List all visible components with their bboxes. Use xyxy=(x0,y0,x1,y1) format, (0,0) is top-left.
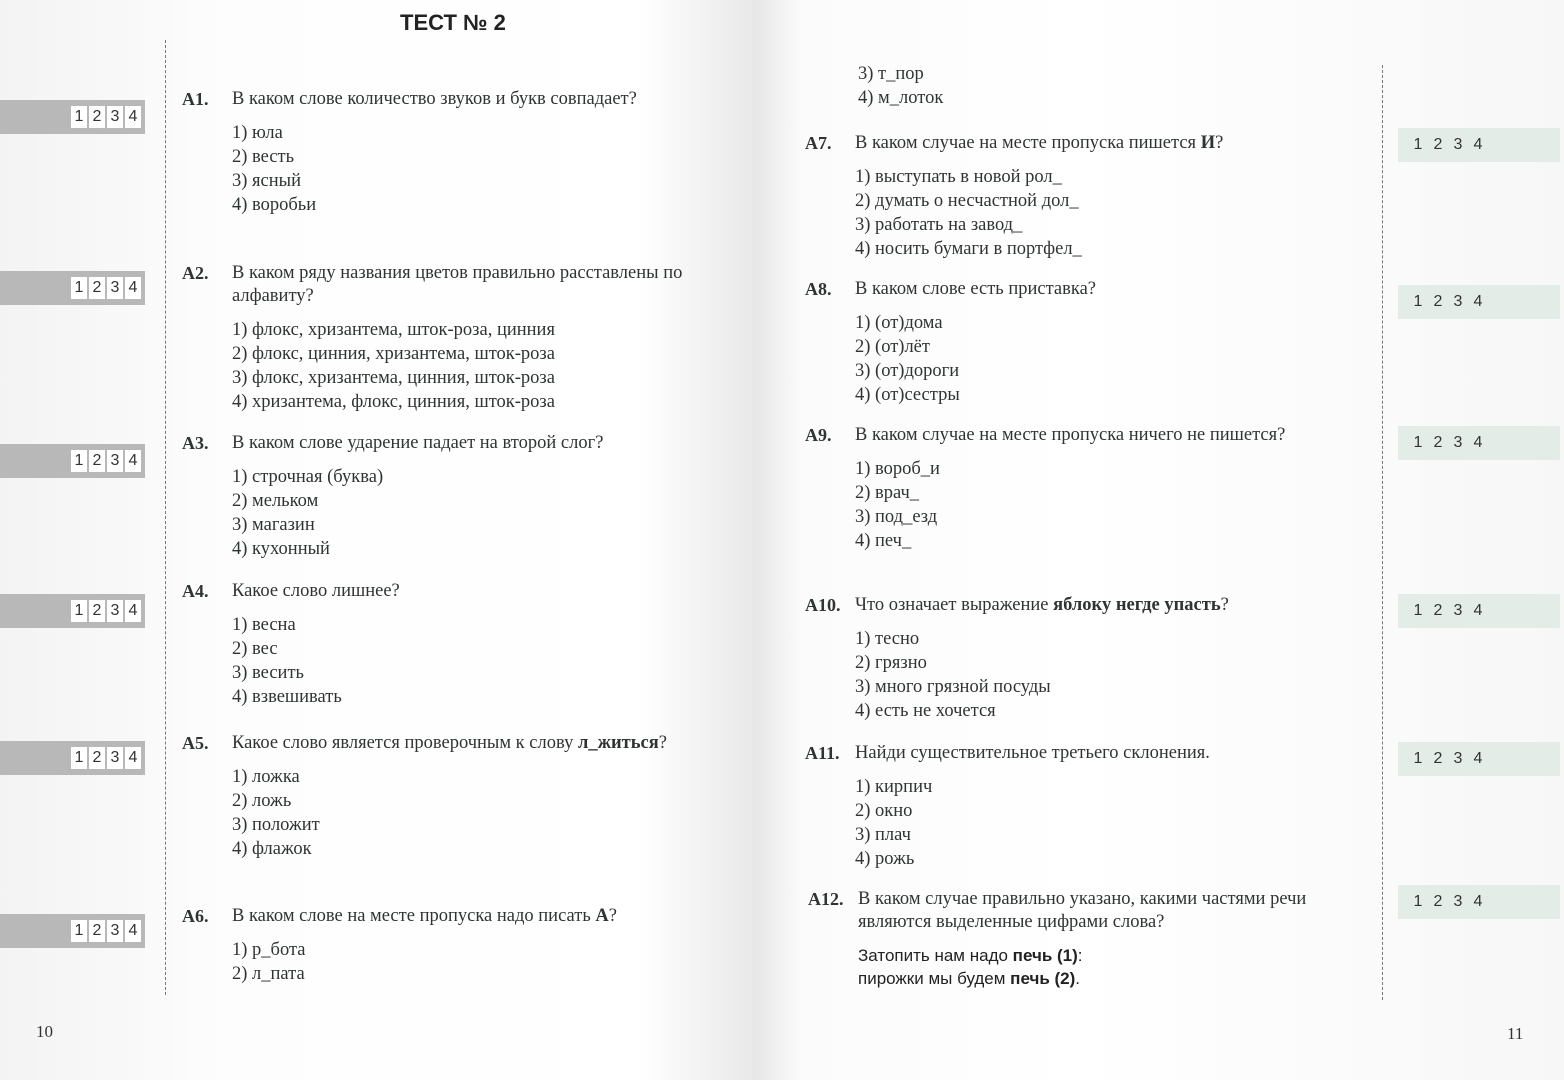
answer-cell-3[interactable]: 3 xyxy=(107,450,123,472)
right-page xyxy=(752,0,1564,1080)
answer-option: 3) работать на завод_ xyxy=(855,215,1023,235)
answer-box[interactable] xyxy=(1398,285,1560,319)
answer-box[interactable] xyxy=(0,100,145,134)
question-text-main: Какое слово лишнее? xyxy=(232,581,400,601)
answer-cell-3[interactable]: 3 xyxy=(1453,750,1463,767)
answer-cell-2[interactable]: 2 xyxy=(89,600,105,622)
answer-options xyxy=(855,457,1350,553)
question-2 xyxy=(182,262,727,414)
question-6 xyxy=(182,905,727,986)
answer-cell-4[interactable]: 4 xyxy=(1473,602,1483,619)
answer-option: 2) мельком xyxy=(232,491,319,511)
answer-cell-4[interactable]: 4 xyxy=(125,747,141,769)
answer-box[interactable] xyxy=(1398,594,1560,628)
question-text xyxy=(858,888,1353,934)
question-number: А3. xyxy=(182,433,209,453)
question-text xyxy=(855,132,1350,155)
question-text-main: Найди существительное третьего склонения. xyxy=(855,743,1210,763)
example-post: : xyxy=(1077,946,1083,965)
answer-option: 4) кухонный xyxy=(232,539,330,559)
answer-option: 2) флокс, цинния, хризантема, шток-роза xyxy=(232,344,555,364)
answer-option: 3) т_пор xyxy=(858,64,924,84)
cut-line xyxy=(1382,65,1383,1000)
answer-cell-2[interactable]: 2 xyxy=(1433,893,1443,910)
answer-box[interactable] xyxy=(1398,128,1560,162)
question-text-main: В каком слове на месте пропуска надо писать xyxy=(232,906,596,926)
answer-cell-1[interactable]: 1 xyxy=(71,747,87,769)
answer-cell-4[interactable]: 4 xyxy=(125,450,141,472)
answer-options xyxy=(855,165,1350,261)
answer-cell-2[interactable]: 2 xyxy=(1433,293,1443,310)
question-12 xyxy=(808,888,1353,990)
answer-cell-1[interactable]: 1 xyxy=(71,600,87,622)
question-text xyxy=(855,742,1350,765)
question-text xyxy=(855,424,1350,447)
answer-option: 2) врач_ xyxy=(855,483,920,503)
question-text xyxy=(855,278,1350,301)
answer-cell-2[interactable]: 2 xyxy=(1433,136,1443,153)
question-text-bold: А xyxy=(595,906,609,926)
answer-option: 4) носить бумаги в портфел_ xyxy=(855,239,1082,259)
answer-cell-1[interactable]: 1 xyxy=(1413,293,1423,310)
answer-option: 4) взвешивать xyxy=(232,687,342,707)
answer-cell-1[interactable]: 1 xyxy=(1413,136,1423,153)
example-bold: печь (2) xyxy=(1010,969,1076,988)
answer-option: 4) (от)сестры xyxy=(855,385,960,405)
answer-cell-3[interactable]: 3 xyxy=(1453,293,1463,310)
answer-cell-2[interactable]: 2 xyxy=(1433,434,1443,451)
answer-box[interactable] xyxy=(0,271,145,305)
answer-cell-4[interactable]: 4 xyxy=(1473,893,1483,910)
answer-cell-2[interactable]: 2 xyxy=(89,450,105,472)
answer-cell-3[interactable]: 3 xyxy=(107,920,123,942)
question-number: А10. xyxy=(805,595,841,615)
left-page xyxy=(0,0,752,1080)
answer-cell-2[interactable]: 2 xyxy=(89,920,105,942)
question-text xyxy=(232,905,727,928)
question-text xyxy=(232,88,727,111)
answer-cell-2[interactable]: 2 xyxy=(1433,750,1443,767)
answer-options xyxy=(855,627,1350,723)
question-text-main: В каком случае на месте пропуска ничего не пишется? xyxy=(855,425,1286,445)
question-text xyxy=(855,594,1350,617)
answer-option: 4) есть не хочется xyxy=(855,701,996,721)
answer-option: 2) грязно xyxy=(855,653,927,673)
question-text-main: В каком ряду названия цветов правильно расставлены по алфавиту? xyxy=(232,263,683,306)
example-bold: печь (1) xyxy=(1012,946,1078,965)
answer-options xyxy=(232,465,727,561)
question-number: А7. xyxy=(805,133,832,153)
page-number: 10 xyxy=(36,1022,53,1041)
answer-box[interactable] xyxy=(1398,426,1560,460)
answer-option: 4) м_лоток xyxy=(858,88,944,108)
answer-option: 3) много грязной посуды xyxy=(855,677,1051,697)
answer-cell-4[interactable]: 4 xyxy=(125,106,141,128)
answer-cell-1[interactable]: 1 xyxy=(1413,434,1423,451)
answer-cell-4[interactable]: 4 xyxy=(125,277,141,299)
answer-cell-4[interactable]: 4 xyxy=(1473,136,1483,153)
question-text-suffix: ? xyxy=(1215,133,1224,153)
answer-cell-2[interactable]: 2 xyxy=(89,747,105,769)
answer-option: 2) (от)лёт xyxy=(855,337,930,357)
question-number: А6. xyxy=(182,906,209,926)
answer-option: 1) флокс, хризантема, шток-роза, цинния xyxy=(232,320,555,340)
answer-option: 3) плач xyxy=(855,825,911,845)
answer-cell-4[interactable]: 4 xyxy=(1473,750,1483,767)
example-text xyxy=(858,944,1353,990)
question-text xyxy=(232,432,727,455)
answer-option: 3) флокс, хризантема, цинния, шток-роза xyxy=(232,368,555,388)
answer-cell-3[interactable]: 3 xyxy=(1453,136,1463,153)
answer-cell-3[interactable]: 3 xyxy=(1453,893,1463,910)
answer-cell-2[interactable]: 2 xyxy=(89,106,105,128)
question-text-suffix: ? xyxy=(658,733,667,753)
example-pre: Затопить нам надо xyxy=(858,946,1013,965)
question-text-main: В каком слове ударение падает на второй слог? xyxy=(232,433,604,453)
question-4 xyxy=(182,580,727,709)
answer-option: 4) рожь xyxy=(855,849,915,869)
answer-option: 1) вороб_и xyxy=(855,459,940,479)
answer-cell-4[interactable]: 4 xyxy=(125,920,141,942)
answer-cell-1[interactable]: 1 xyxy=(71,450,87,472)
question-number: А9. xyxy=(805,425,832,445)
answer-cell-1[interactable]: 1 xyxy=(71,106,87,128)
answer-options xyxy=(232,121,727,217)
answer-option: 3) под_езд xyxy=(855,507,938,527)
question-text-main: В каком случае на месте пропуска пишется xyxy=(855,133,1201,153)
answer-option: 1) юла xyxy=(232,123,283,143)
question-3 xyxy=(182,432,727,561)
answer-cell-4[interactable]: 4 xyxy=(1473,434,1483,451)
answer-option: 3) весить xyxy=(232,663,304,683)
question-text xyxy=(232,262,727,308)
question-number: А1. xyxy=(182,89,209,109)
answer-option: 2) весть xyxy=(232,147,295,167)
answer-option: 1) выступать в новой рол_ xyxy=(855,167,1062,187)
question-text-main: Что означает выражение xyxy=(855,595,1054,615)
answer-option: 1) тесно xyxy=(855,629,920,649)
question-number: А5. xyxy=(182,733,209,753)
question-number: А12. xyxy=(808,889,844,909)
answer-box[interactable] xyxy=(0,594,145,628)
question-text-bold: яблоку негде упасть xyxy=(1053,595,1221,615)
answer-option: 1) (от)дома xyxy=(855,313,943,333)
answer-box[interactable] xyxy=(0,914,145,948)
answer-box[interactable] xyxy=(0,741,145,775)
question-text-bold: И xyxy=(1200,133,1216,153)
answer-cell-3[interactable]: 3 xyxy=(1453,602,1463,619)
answer-options xyxy=(855,311,1350,407)
answer-cell-3[interactable]: 3 xyxy=(107,600,123,622)
answer-option: 1) строчная (буква) xyxy=(232,467,384,487)
answer-option: 3) магазин xyxy=(232,515,315,535)
answer-option: 2) окно xyxy=(855,801,913,821)
answer-option: 2) думать о несчастной дол_ xyxy=(855,191,1079,211)
answer-cell-4[interactable]: 4 xyxy=(1473,293,1483,310)
question-text-main: В каком слове количество звуков и букв совпадает? xyxy=(232,89,637,109)
answer-box[interactable] xyxy=(1398,742,1560,776)
answer-cell-2[interactable]: 2 xyxy=(89,277,105,299)
answer-cell-1[interactable]: 1 xyxy=(71,277,87,299)
answer-option: 3) положит xyxy=(232,815,320,835)
question-1 xyxy=(182,88,727,217)
answer-option: 2) ложь xyxy=(232,791,292,811)
question-text-bold: л_житься xyxy=(577,733,659,753)
example-line xyxy=(858,944,1353,967)
answer-cell-3[interactable]: 3 xyxy=(107,747,123,769)
answer-cell-1[interactable]: 1 xyxy=(71,920,87,942)
answer-option: 3) (от)дороги xyxy=(855,361,960,381)
question-text-suffix: ? xyxy=(1220,595,1229,615)
answer-box[interactable] xyxy=(1398,885,1560,919)
example-post: . xyxy=(1075,969,1081,988)
answer-options xyxy=(232,938,727,986)
answer-option: 2) л_пата xyxy=(232,964,305,984)
page-number: 11 xyxy=(1507,1024,1524,1043)
answer-box[interactable] xyxy=(0,444,145,478)
answer-option: 4) воробьи xyxy=(232,195,317,215)
answer-cell-1[interactable]: 1 xyxy=(1413,750,1423,767)
answer-option: 1) весна xyxy=(232,615,296,635)
answer-options xyxy=(855,775,1350,871)
example-line xyxy=(858,967,1353,990)
question-number: А4. xyxy=(182,581,209,601)
answer-option: 1) р_бота xyxy=(232,940,306,960)
question-number: А8. xyxy=(805,279,832,299)
answer-cell-3[interactable]: 3 xyxy=(107,106,123,128)
question-text xyxy=(232,732,727,755)
question-8 xyxy=(805,278,1350,407)
answer-option: 4) печ_ xyxy=(855,531,912,551)
question-number: А2. xyxy=(182,263,209,283)
answer-option: 3) ясный xyxy=(232,171,301,191)
answer-option: 4) хризантема, флокс, цинния, шток-роза xyxy=(232,392,555,412)
question-text-suffix: ? xyxy=(608,906,617,926)
question-number: А11. xyxy=(805,743,840,763)
answer-cell-3[interactable]: 3 xyxy=(107,277,123,299)
question-9 xyxy=(805,424,1350,553)
answer-options xyxy=(232,318,727,414)
test-title: ТЕСТ № 2 xyxy=(400,10,506,35)
answer-cell-4[interactable]: 4 xyxy=(125,600,141,622)
answer-cell-2[interactable]: 2 xyxy=(1433,602,1443,619)
answer-option: 1) ложка xyxy=(232,767,300,787)
answer-cell-1[interactable]: 1 xyxy=(1413,893,1423,910)
question-text-main: Какое слово является проверочным к слову xyxy=(232,733,578,753)
question-text-main: В каком случае правильно указано, какими частями речи являются выделенные цифрами слова? xyxy=(858,889,1307,932)
continuation-options xyxy=(808,62,943,110)
question-11 xyxy=(805,742,1350,871)
answer-option: 1) кирпич xyxy=(855,777,933,797)
answer-options xyxy=(232,765,727,861)
question-5 xyxy=(182,732,727,861)
question-text-main: В каком слове есть приставка? xyxy=(855,279,1096,299)
question-10 xyxy=(805,594,1350,723)
answer-options xyxy=(232,613,727,709)
answer-option: 2) вес xyxy=(232,639,278,659)
example-pre: пирожки мы будем xyxy=(858,969,1011,988)
question-7 xyxy=(805,132,1350,261)
answer-cell-3[interactable]: 3 xyxy=(1453,434,1463,451)
question-text xyxy=(232,580,727,603)
answer-cell-1[interactable]: 1 xyxy=(1413,602,1423,619)
answer-option: 4) флажок xyxy=(232,839,312,859)
cut-line xyxy=(165,40,166,995)
